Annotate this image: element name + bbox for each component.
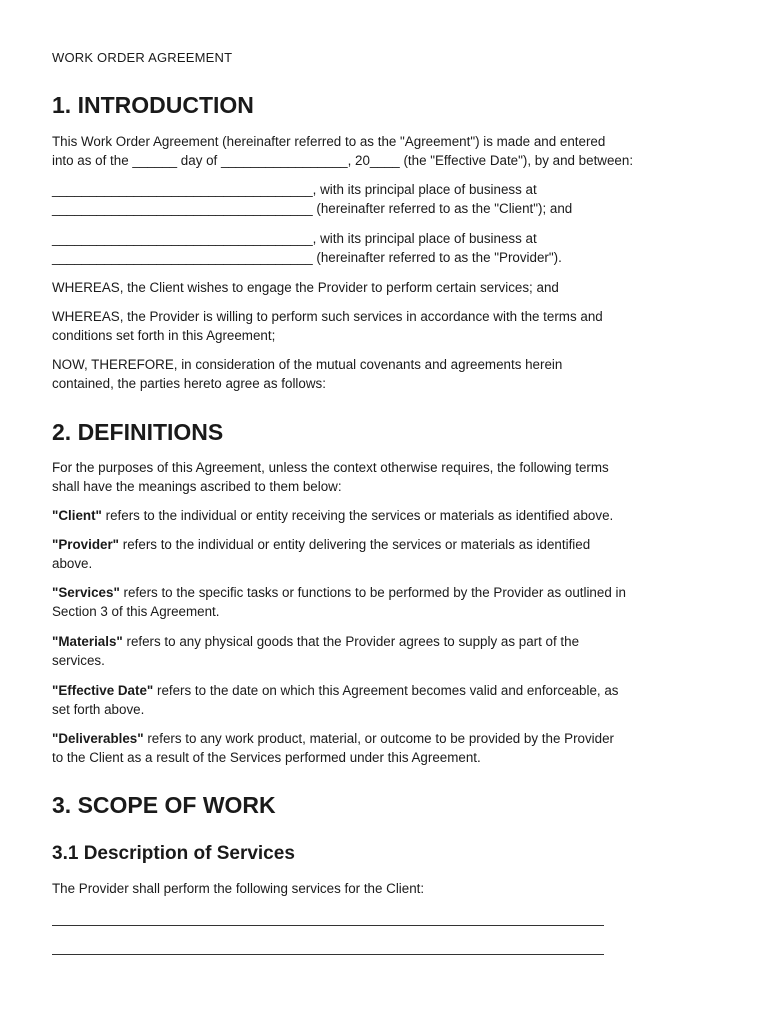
text-line: ___________________________________, with its principal place of business at: [52, 182, 537, 197]
definitions-intro-paragraph: [52, 458, 720, 497]
text-line: ___________________________________ (hereinafter referred to as the "Client"); and: [52, 201, 573, 217]
definition-text: refers to any work product, material, or outcome to be provided by the Provider: [143, 731, 614, 746]
text-line: shall have the meanings ascribed to them below:: [52, 479, 342, 495]
text-line: [52, 681, 720, 700]
defined-term: "Effective Date": [52, 683, 154, 698]
definition-text: refers to the specific tasks or functions to be performed by the Provider as outlined in: [119, 585, 626, 600]
whereas-provider-paragraph: [52, 307, 720, 346]
defined-term: "Provider": [52, 537, 120, 552]
definition-materials: [52, 632, 720, 671]
text-line: NOW, THEREFORE, in consideration of the mutual covenants and agreements herein: [52, 357, 563, 372]
text-line: [52, 506, 720, 525]
document-header: WORK ORDER AGREEMENT: [52, 50, 233, 65]
services-intro-paragraph: [52, 879, 720, 898]
text-line: to the Client as a result of the Services performed under this Agreement.: [52, 750, 481, 766]
text-line: services.: [52, 653, 105, 669]
text-line: above.: [52, 556, 93, 572]
definition-text: refers to the individual or entity receiving the services or materials as identified above.: [101, 508, 614, 523]
definition-provider: [52, 535, 720, 574]
defined-term: "Deliverables": [52, 731, 144, 746]
heading-definitions: 2. DEFINITIONS: [52, 419, 224, 445]
text-line: [52, 583, 720, 602]
text-line: Section 3 of this Agreement.: [52, 604, 220, 620]
text-line: This Work Order Agreement (hereinafter referred to as the "Agreement") is made and entered: [52, 134, 606, 149]
intro-opening-paragraph: [52, 132, 720, 171]
text-line: conditions set forth in this Agreement;: [52, 328, 276, 344]
text-line: [52, 632, 720, 651]
definition-services: [52, 583, 720, 622]
text-line: ___________________________________, with its principal place of business at: [52, 231, 537, 246]
services-blank-line-2: [52, 954, 604, 955]
defined-term: "Materials": [52, 634, 123, 649]
text-line: [52, 535, 720, 554]
definition-client: [52, 506, 720, 525]
definition-text: refers to the individual or entity delivering the services or materials as identified: [119, 537, 591, 552]
text-line: set forth above.: [52, 702, 145, 718]
definition-deliverables: [52, 729, 720, 768]
text-line: contained, the parties hereto agree as follows:: [52, 376, 326, 392]
definition-text: refers to the date on which this Agreement becomes valid and enforceable, as: [153, 683, 619, 698]
heading-scope-of-work: 3. SCOPE OF WORK: [52, 792, 276, 818]
text-line: The Provider shall perform the following services for the Client:: [52, 881, 425, 896]
whereas-client-paragraph: [52, 278, 720, 297]
now-therefore-paragraph: [52, 355, 720, 394]
definition-effective-date: [52, 681, 720, 720]
text-line: WHEREAS, the Provider is willing to perform such services in accordance with the terms and: [52, 309, 603, 324]
client-party-paragraph: [52, 180, 720, 219]
text-line: For the purposes of this Agreement, unless the context otherwise requires, the following terms: [52, 460, 609, 475]
heading-introduction: 1. INTRODUCTION: [52, 92, 254, 118]
provider-party-paragraph: [52, 229, 720, 268]
text-line: WHEREAS, the Client wishes to engage the Provider to perform certain services; and: [52, 280, 559, 295]
services-blank-line-1: [52, 925, 604, 926]
text-line: ___________________________________ (hereinafter referred to as the "Provider").: [52, 250, 562, 266]
definition-text: refers to any physical goods that the Provider agrees to supply as part of the: [122, 634, 580, 649]
subheading-description-of-services: 3.1 Description of Services: [52, 843, 295, 864]
text-line: into as of the ______ day of _________________, 20____ (the "Effective Date"), by and between:: [52, 153, 634, 169]
text-line: [52, 729, 720, 748]
defined-term: "Services": [52, 585, 120, 600]
defined-term: "Client": [52, 508, 102, 523]
